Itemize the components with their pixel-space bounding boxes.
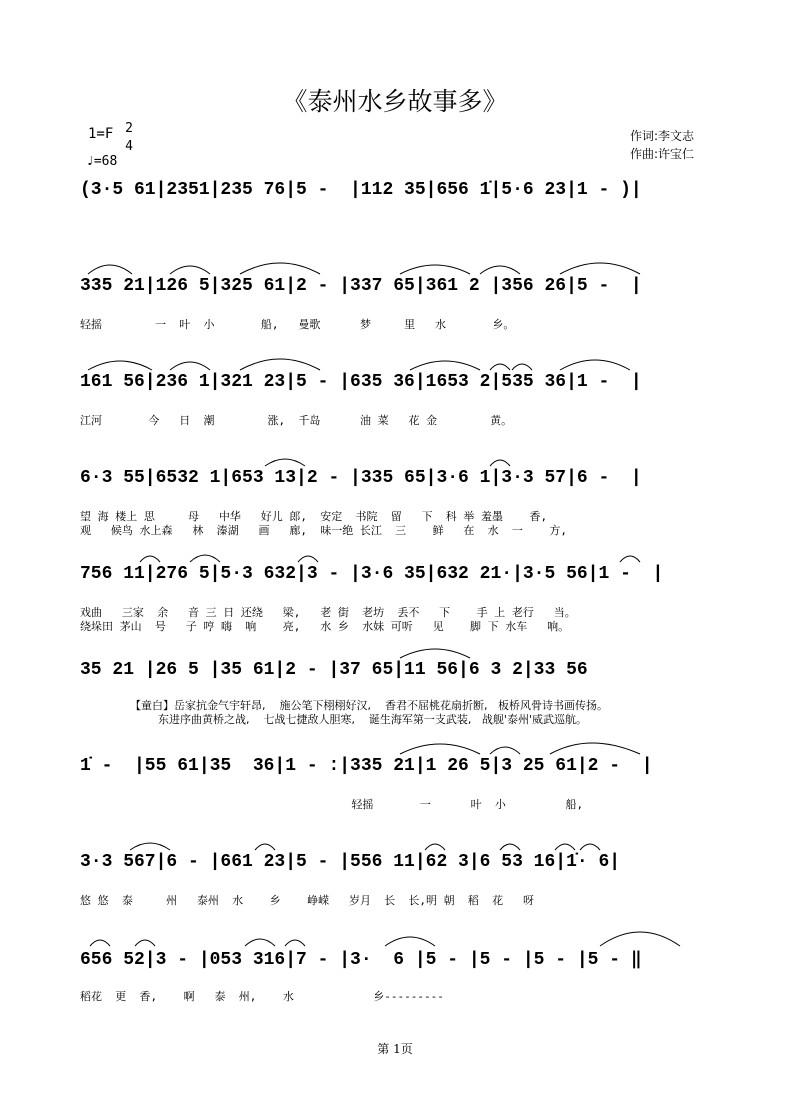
score-row-notes: 3·3 567|6 - |661 23|5 - |556 11|62 3|6 53 16|1̇· 6|	[80, 852, 621, 872]
slur-marks	[80, 540, 730, 564]
lyric-line: 轻摇 一 叶 小 船,	[80, 798, 584, 811]
score-row-notes: 656 52|3 - |053 316|7 - |3· 6 |5 - |5 - |5 - |5 - ‖	[80, 950, 642, 970]
time-signature-bottom: 4	[125, 139, 133, 154]
slur-marks	[80, 252, 730, 276]
lyric-line: 悠 悠 泰 州 泰州 水 乡 峥嵘 岁月 长 长,明 朝 稻 花 呀	[80, 894, 535, 907]
slur-marks	[80, 444, 730, 468]
lyric-line: 江河 今 日 潮 涨, 千岛 油 菜 花 金 黄。	[80, 414, 513, 427]
score-row-notes: 335 21|126 5|325 61|2 - |337 65|361 2 |356 26|5 - |	[80, 276, 642, 296]
narration-line-1: 【童白】岳家抗金气宇轩昂, 施公笔下栩栩好汉, 香君不屈桃花扇折断, 板桥风骨诗书画传扬。	[130, 699, 608, 712]
lyricist-credit: 作词:李文志	[630, 129, 695, 143]
song-title: 《泰州水乡故事多》	[282, 87, 508, 116]
score-row-notes: 756 11|276 5|5·3 632|3 - |3·6 35|632 21·|3·5 56|1 - |	[80, 564, 664, 584]
lyric-line: 稻花 更 香, 啊 泰 州, 水 乡---------	[80, 990, 444, 1003]
time-signature	[122, 120, 136, 156]
tempo-marking: ♩=68	[86, 154, 118, 169]
slur-marks	[80, 828, 730, 852]
page-number: 第 1页	[377, 1042, 413, 1056]
slur-marks	[80, 732, 730, 756]
lyric-line: 望 海 楼上 思 母 中华 好儿 郎, 安定 书院 留 下 科 举 羞墨 香,	[80, 510, 548, 523]
score-row-notes: 35 21 |26 5 |35 61|2 - |37 65|11 56|6 3 2|33 56	[80, 660, 588, 680]
lyric-line: 戏曲 三家 余 音 三 日 还绕 梁, 老 街 老坊 丢不 下 手 上 老行 当。	[80, 606, 576, 619]
key-signature: 1=F	[88, 126, 114, 142]
slur-marks	[80, 924, 730, 948]
score-row-notes: (3·5 61|2351|235 76|5 - |112 35|656 1̇|5·6 23|1 - )|	[80, 180, 642, 200]
lyric-line-2: 观 候鸟 水上森 林 溱湖 画 廊, 味一绝 长江 三 鲜 在 水 一 方,	[80, 524, 568, 537]
score-row-notes: 161 56|236 1|321 23|5 - |635 36|1653 2|535 36|1 - |	[80, 372, 642, 392]
slur-marks	[80, 636, 730, 660]
score-row-notes: 1̇ - |55 61|35 36|1 - :|335 21|1 26 5|3 25 61|2 - |	[80, 756, 653, 776]
lyric-line: 轻摇 一 叶 小 船, 曼歌 梦 里 水 乡。	[80, 318, 515, 331]
slur-marks	[80, 348, 730, 372]
narration-line-2: 东进序曲黄桥之战, 七战七捷敌人胆寒, 诞生海军第一支武装, 战舰'泰州'威武巡航。	[130, 713, 587, 726]
lyric-line-2: 绕垛田 茅山 号 子 哼 嗨 响 亮, 水 乡 水妹 可听 见 脚 下 水车 响。	[80, 620, 570, 633]
score-row-notes: 6·3 55|6532 1|653 13|2 - |335 65|3·6 1|3·3 57|6 - |	[80, 468, 642, 488]
composer-credit: 作曲:许宝仁	[630, 147, 695, 161]
time-signature-top: 2	[125, 121, 133, 136]
